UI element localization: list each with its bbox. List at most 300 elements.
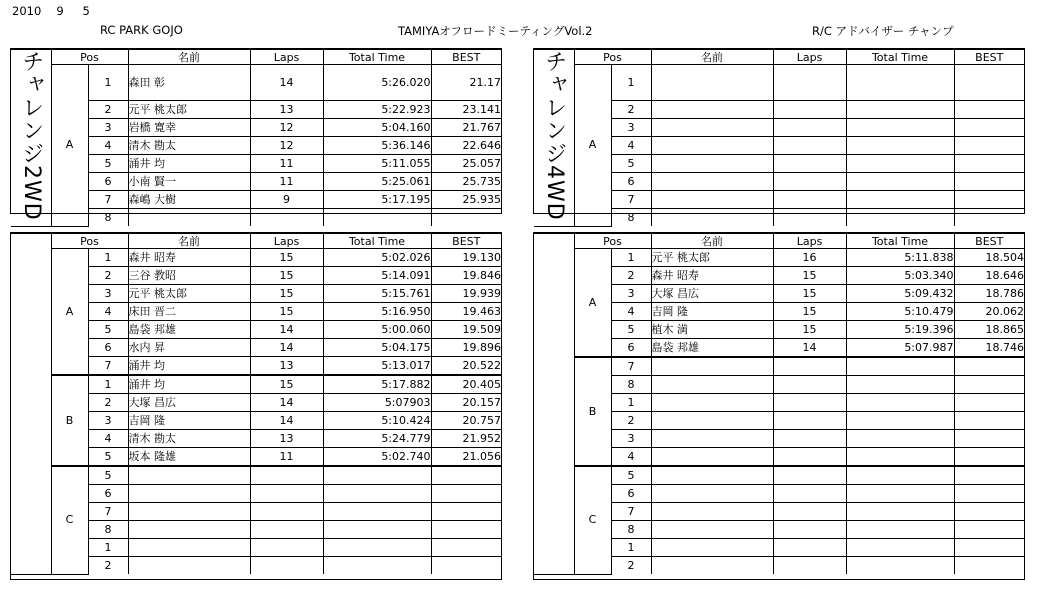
cell-pos: 5: [611, 466, 651, 485]
cell-best: 19.896: [431, 339, 501, 357]
column-header-best: BEST: [431, 50, 501, 65]
column-header-name: 名前: [651, 50, 773, 65]
cell-laps: 13: [250, 357, 323, 376]
cell-laps: 15: [773, 267, 846, 285]
cell-best: 19.130: [431, 249, 501, 267]
cell-laps: [773, 155, 846, 173]
cell-time: [846, 155, 954, 173]
cell-laps: 15: [773, 303, 846, 321]
cell-best: 25.935: [431, 191, 501, 209]
group-label: B: [51, 375, 88, 466]
cell-time: 5:26.020: [323, 65, 431, 101]
cell-name: 森田 彰: [128, 65, 250, 101]
column-header-name: 名前: [128, 50, 250, 65]
column-header-best: BEST: [431, 234, 501, 249]
cell-name: 床田 晋二: [128, 303, 250, 321]
cell-time: [846, 376, 954, 394]
cell-best: [954, 448, 1024, 467]
cell-best: [954, 557, 1024, 575]
cell-pos: 3: [611, 119, 651, 137]
cell-laps: [250, 557, 323, 575]
cell-laps: [250, 209, 323, 227]
cell-time: [846, 448, 954, 467]
cell-time: [846, 137, 954, 155]
cell-best: [954, 191, 1024, 209]
cell-name: 涌井 均: [128, 375, 250, 394]
cell-laps: [250, 521, 323, 539]
cell-name: 森嶋 大樹: [128, 191, 250, 209]
cell-best: [431, 557, 501, 575]
cell-time: 5:17.882: [323, 375, 431, 394]
cell-laps: 12: [250, 137, 323, 155]
open-2wd-section: [10, 232, 502, 580]
column-header-laps: Laps: [773, 50, 846, 65]
cell-time: 5:09.432: [846, 285, 954, 303]
cell-time: [846, 65, 954, 101]
cell-time: 5:02.026: [323, 249, 431, 267]
group-label: C: [51, 466, 88, 574]
cell-pos: 8: [88, 521, 128, 539]
cell-laps: 14: [250, 339, 323, 357]
cell-laps: [773, 209, 846, 227]
cell-laps: [773, 101, 846, 119]
cell-laps: 13: [250, 101, 323, 119]
table-row: [534, 249, 1024, 267]
cell-laps: [773, 376, 846, 394]
cell-laps: [773, 448, 846, 467]
cell-name: [651, 448, 773, 467]
cell-laps: [773, 412, 846, 430]
cell-pos: 3: [88, 412, 128, 430]
cell-laps: 15: [250, 375, 323, 394]
cell-time: 5:04.160: [323, 119, 431, 137]
cell-name: 元平 桃太郎: [651, 249, 773, 267]
cell-name: [128, 503, 250, 521]
cell-best: 20.757: [431, 412, 501, 430]
cell-time: 5:19.396: [846, 321, 954, 339]
cell-best: [954, 65, 1024, 101]
cell-best: [431, 466, 501, 485]
cell-name: 大塚 昌広: [128, 394, 250, 412]
cell-name: [651, 155, 773, 173]
cell-best: 18.865: [954, 321, 1024, 339]
cell-best: 18.786: [954, 285, 1024, 303]
cell-name: [651, 137, 773, 155]
cell-best: [431, 485, 501, 503]
challenge-4wd-section: [533, 48, 1025, 224]
cell-pos: 6: [88, 173, 128, 191]
cell-time: 5:10.479: [846, 303, 954, 321]
cell-pos: 5: [88, 155, 128, 173]
column-header-name: 名前: [651, 234, 773, 249]
cell-time: 5:04.175: [323, 339, 431, 357]
cell-best: [954, 101, 1024, 119]
cell-name: [651, 503, 773, 521]
cell-name: [651, 521, 773, 539]
cell-best: [954, 466, 1024, 485]
group-label: C: [574, 466, 611, 574]
cell-laps: [773, 539, 846, 557]
cell-name: [651, 376, 773, 394]
cell-time: 5:16.950: [323, 303, 431, 321]
group-label: A: [574, 249, 611, 358]
cell-pos: 2: [88, 557, 128, 575]
cell-time: [846, 173, 954, 191]
cell-name: 元平 桃太郎: [128, 285, 250, 303]
cell-pos: 1: [88, 65, 128, 101]
cell-time: 5:17.195: [323, 191, 431, 209]
cell-name: 坂本 隆雄: [128, 448, 250, 467]
cell-best: 18.746: [954, 339, 1024, 358]
cell-pos: 2: [611, 101, 651, 119]
cell-time: [846, 539, 954, 557]
cell-time: [846, 557, 954, 575]
cell-best: 19.939: [431, 285, 501, 303]
cell-pos: 4: [88, 303, 128, 321]
cell-time: 5:36.146: [323, 137, 431, 155]
cell-name: 植木 満: [651, 321, 773, 339]
cell-laps: [773, 466, 846, 485]
cell-laps: 14: [773, 339, 846, 358]
cell-name: [651, 119, 773, 137]
cell-time: 5:11.838: [846, 249, 954, 267]
cell-laps: 14: [250, 65, 323, 101]
cell-time: [846, 503, 954, 521]
cell-pos: 6: [88, 485, 128, 503]
cell-time: 5:14.091: [323, 267, 431, 285]
cell-laps: 15: [250, 285, 323, 303]
column-header-total: Total Time: [323, 234, 431, 249]
cell-best: [954, 539, 1024, 557]
cell-name: [128, 485, 250, 503]
cell-time: [323, 209, 431, 227]
cell-name: [651, 557, 773, 575]
cell-time: 5:07903: [323, 394, 431, 412]
cell-name: [651, 539, 773, 557]
cell-laps: [773, 521, 846, 539]
cell-laps: [773, 503, 846, 521]
cell-best: [954, 430, 1024, 448]
cell-name: 森井 昭寿: [128, 249, 250, 267]
cell-laps: [250, 539, 323, 557]
cell-time: [846, 521, 954, 539]
cell-pos: 2: [88, 394, 128, 412]
cell-time: [323, 485, 431, 503]
section-title: [534, 234, 574, 575]
cell-name: [651, 191, 773, 209]
header-advisor: R/C アドバイザー チャンプ: [812, 24, 954, 38]
group-label: A: [574, 65, 611, 227]
cell-time: [846, 394, 954, 412]
cell-pos: 7: [611, 357, 651, 376]
cell-pos: 1: [88, 539, 128, 557]
cell-name: 吉岡 隆: [651, 303, 773, 321]
cell-time: [846, 430, 954, 448]
cell-pos: 3: [611, 285, 651, 303]
cell-best: 19.846: [431, 267, 501, 285]
cell-pos: 5: [88, 448, 128, 467]
cell-pos: 6: [611, 173, 651, 191]
cell-pos: 1: [611, 65, 651, 101]
cell-best: [954, 394, 1024, 412]
cell-best: 21.952: [431, 430, 501, 448]
cell-laps: 15: [250, 267, 323, 285]
cell-time: 5:24.779: [323, 430, 431, 448]
cell-pos: 5: [88, 321, 128, 339]
group-label: B: [574, 357, 611, 466]
column-header-pos: Pos: [574, 50, 651, 65]
cell-laps: 11: [250, 173, 323, 191]
cell-best: [954, 119, 1024, 137]
cell-best: 20.062: [954, 303, 1024, 321]
cell-time: 5:10.424: [323, 412, 431, 430]
cell-pos: 5: [611, 155, 651, 173]
cell-best: [954, 485, 1024, 503]
cell-name: [651, 173, 773, 191]
column-header-laps: Laps: [773, 234, 846, 249]
cell-pos: 5: [88, 466, 128, 485]
column-header-best: BEST: [954, 234, 1024, 249]
cell-laps: [250, 466, 323, 485]
cell-best: [954, 137, 1024, 155]
cell-best: 19.463: [431, 303, 501, 321]
cell-laps: [773, 357, 846, 376]
cell-pos: 7: [611, 503, 651, 521]
cell-laps: 13: [250, 430, 323, 448]
cell-name: [128, 521, 250, 539]
cell-name: 森井 昭寿: [651, 267, 773, 285]
column-header-laps: Laps: [250, 50, 323, 65]
cell-name: 岩橋 寛幸: [128, 119, 250, 137]
table-row: [11, 375, 501, 394]
cell-time: [846, 209, 954, 227]
cell-name: [128, 557, 250, 575]
cell-laps: 15: [773, 321, 846, 339]
cell-name: 水内 昇: [128, 339, 250, 357]
cell-pos: 1: [611, 539, 651, 557]
cell-time: [323, 503, 431, 521]
cell-name: [651, 101, 773, 119]
cell-laps: 16: [773, 249, 846, 267]
column-header-pos: Pos: [51, 50, 128, 65]
cell-laps: 11: [250, 448, 323, 467]
section-title-text: チャレンジ2WD: [18, 50, 44, 221]
column-header-pos: Pos: [51, 234, 128, 249]
cell-time: 5:25.061: [323, 173, 431, 191]
cell-name: 涌井 均: [128, 155, 250, 173]
cell-name: [651, 357, 773, 376]
header-venue: RC PARK GOJO: [100, 23, 183, 37]
header-event: TAMIYAオフロードミーティングVol.2: [398, 24, 593, 38]
cell-time: [846, 466, 954, 485]
cell-pos: 8: [88, 209, 128, 227]
cell-name: [651, 485, 773, 503]
cell-pos: 5: [611, 321, 651, 339]
column-header-total: Total Time: [846, 50, 954, 65]
cell-pos: 7: [88, 503, 128, 521]
cell-best: 18.646: [954, 267, 1024, 285]
cell-time: [846, 191, 954, 209]
cell-pos: 4: [88, 137, 128, 155]
section-title: [11, 50, 51, 227]
cell-laps: [773, 485, 846, 503]
table-row: [11, 65, 501, 101]
cell-pos: 2: [611, 267, 651, 285]
table-row: [11, 466, 501, 485]
cell-best: 19.509: [431, 321, 501, 339]
cell-name: [651, 394, 773, 412]
cell-name: [651, 209, 773, 227]
cell-pos: 4: [611, 448, 651, 467]
cell-laps: 15: [250, 303, 323, 321]
cell-name: 島袋 邦雄: [651, 339, 773, 358]
group-label: A: [51, 249, 88, 376]
cell-best: 23.141: [431, 101, 501, 119]
cell-pos: 1: [88, 375, 128, 394]
cell-time: [846, 357, 954, 376]
cell-time: [846, 101, 954, 119]
cell-name: 三谷 教昭: [128, 267, 250, 285]
cell-time: [846, 485, 954, 503]
cell-time: [846, 412, 954, 430]
group-label: A: [51, 65, 88, 227]
cell-best: 18.504: [954, 249, 1024, 267]
cell-best: 21.056: [431, 448, 501, 467]
cell-time: [323, 557, 431, 575]
cell-pos: 4: [88, 430, 128, 448]
cell-laps: [773, 191, 846, 209]
cell-laps: 9: [250, 191, 323, 209]
cell-name: 吉岡 隆: [128, 412, 250, 430]
cell-pos: 7: [611, 191, 651, 209]
cell-pos: 1: [611, 249, 651, 267]
cell-pos: 2: [611, 557, 651, 575]
cell-best: [954, 357, 1024, 376]
cell-name: 清木 勘太: [128, 430, 250, 448]
cell-laps: 14: [250, 321, 323, 339]
cell-best: [431, 209, 501, 227]
cell-name: [651, 430, 773, 448]
cell-best: [431, 539, 501, 557]
cell-pos: 8: [611, 376, 651, 394]
cell-pos: 6: [88, 339, 128, 357]
cell-time: 5:03.340: [846, 267, 954, 285]
cell-pos: 4: [611, 137, 651, 155]
header-date: 2010 9 5: [12, 4, 90, 18]
cell-best: [954, 209, 1024, 227]
section-title-text: チャレンジ4WD: [541, 50, 567, 221]
cell-pos: 2: [611, 412, 651, 430]
cell-best: [954, 173, 1024, 191]
cell-time: [323, 521, 431, 539]
section-title: [11, 234, 51, 575]
cell-best: [431, 521, 501, 539]
cell-best: [954, 503, 1024, 521]
cell-name: 島袋 邦雄: [128, 321, 250, 339]
cell-pos: 6: [611, 339, 651, 358]
cell-time: 5:07.987: [846, 339, 954, 358]
cell-pos: 1: [611, 394, 651, 412]
cell-best: [954, 155, 1024, 173]
cell-name: [651, 412, 773, 430]
cell-pos: 4: [611, 303, 651, 321]
cell-laps: [773, 394, 846, 412]
cell-best: 21.17: [431, 65, 501, 101]
table-row: [534, 357, 1024, 376]
cell-laps: 15: [773, 285, 846, 303]
cell-laps: [250, 485, 323, 503]
cell-name: [128, 209, 250, 227]
cell-time: [323, 539, 431, 557]
column-header-pos: Pos: [574, 234, 651, 249]
cell-time: 5:11.055: [323, 155, 431, 173]
column-header-laps: Laps: [250, 234, 323, 249]
cell-time: [846, 119, 954, 137]
cell-time: 5:13.017: [323, 357, 431, 376]
section-title: [534, 50, 574, 227]
cell-name: 元平 桃太郎: [128, 101, 250, 119]
cell-laps: [250, 503, 323, 521]
cell-pos: 3: [88, 285, 128, 303]
cell-pos: 2: [88, 101, 128, 119]
cell-best: 25.735: [431, 173, 501, 191]
cell-laps: [773, 137, 846, 155]
cell-laps: 14: [250, 394, 323, 412]
column-header-total: Total Time: [846, 234, 954, 249]
cell-best: [954, 521, 1024, 539]
cell-name: 清木 勘太: [128, 137, 250, 155]
cell-time: 5:02.740: [323, 448, 431, 467]
cell-laps: 12: [250, 119, 323, 137]
cell-best: [954, 412, 1024, 430]
cell-pos: 3: [88, 119, 128, 137]
column-header-total: Total Time: [323, 50, 431, 65]
cell-pos: 2: [88, 267, 128, 285]
column-header-name: 名前: [128, 234, 250, 249]
cell-best: [431, 503, 501, 521]
cell-best: 25.057: [431, 155, 501, 173]
table-row: [534, 466, 1024, 485]
table-row: [11, 249, 501, 267]
column-header-best: BEST: [954, 50, 1024, 65]
cell-laps: 14: [250, 412, 323, 430]
cell-laps: 15: [250, 249, 323, 267]
cell-pos: 1: [88, 249, 128, 267]
cell-pos: 7: [88, 191, 128, 209]
cell-laps: [773, 173, 846, 191]
challenge-2wd-section: [10, 48, 502, 224]
cell-best: 20.522: [431, 357, 501, 376]
table-row: [534, 65, 1024, 101]
cell-time: 5:22.923: [323, 101, 431, 119]
cell-pos: 7: [88, 357, 128, 376]
cell-pos: 8: [611, 209, 651, 227]
cell-pos: 8: [611, 521, 651, 539]
cell-laps: [773, 119, 846, 137]
cell-pos: 3: [611, 430, 651, 448]
cell-name: [651, 466, 773, 485]
cell-name: 涌井 均: [128, 357, 250, 376]
cell-time: [323, 466, 431, 485]
cell-laps: [773, 557, 846, 575]
cell-best: 20.405: [431, 375, 501, 394]
cell-name: 小南 賢一: [128, 173, 250, 191]
cell-best: [954, 376, 1024, 394]
cell-pos: 6: [611, 485, 651, 503]
cell-name: [128, 466, 250, 485]
cell-laps: 11: [250, 155, 323, 173]
cell-best: 22.646: [431, 137, 501, 155]
